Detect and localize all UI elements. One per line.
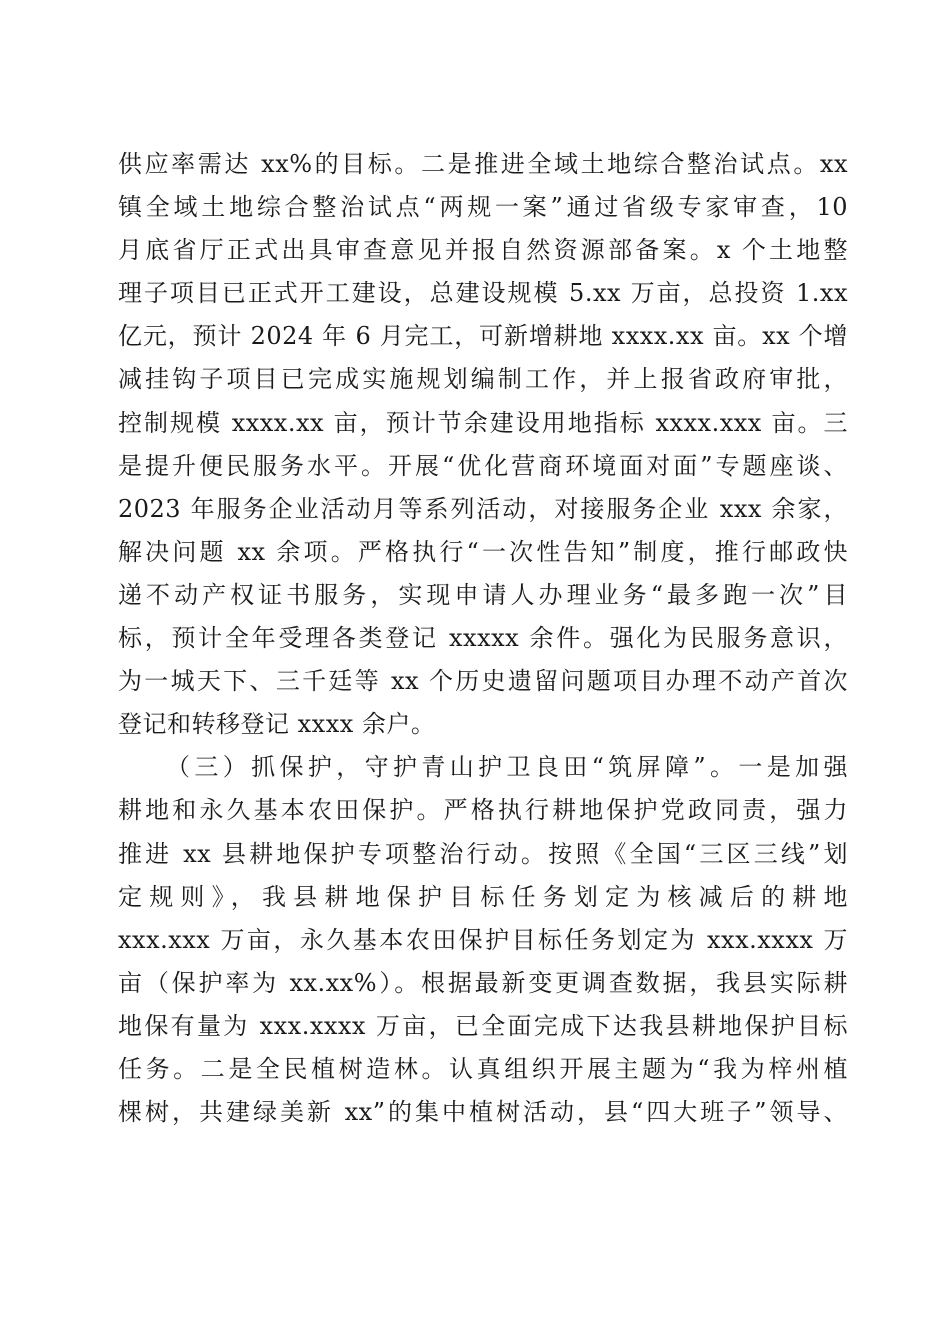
text-line: 2023 年服务企业活动月等系列活动，对接服务企业 xxx 余家， xyxy=(118,494,848,523)
text-line: 是提升便民服务水平。开展“优化营商环境面对面”专题座谈、 xyxy=(118,451,848,480)
text-line: 地保有量为 xxx.xxxx 万亩，已全面完成下达我县耕地保护目标 xyxy=(118,1011,848,1040)
text-line: 任务。二是全民植树造林。认真组织开展主题为“我为梓州植 xyxy=(118,1054,848,1083)
text-line: 为一城天下、三千廷等 xx 个历史遗留问题项目办理不动产首次 xyxy=(118,667,848,696)
text-line: 推进 xx 县耕地保护专项整治行动。按照《全国“三区三线”划 xyxy=(118,839,848,868)
text-line: xxx.xxx 万亩，永久基本农田保护目标任务划定为 xxx.xxxx 万 xyxy=(118,925,848,954)
section-heading-line: （三）抓保护，守护青山护卫良田“筑屏障”。一是加强 xyxy=(166,753,848,782)
text-line: 月底省厅正式出具审查意见并报自然资源部备案。x 个土地整 xyxy=(118,236,848,265)
text-line: 棵树，共建绿美新 xx”的集中植树活动，县“四大班子”领导、 xyxy=(118,1098,848,1127)
text-line: 控制规模 xxxx.xx 亩，预计节余建设用地指标 xxxx.xxx 亩。三 xyxy=(118,408,848,437)
text-line: 解决问题 xx 余项。严格执行“一次性告知”制度，推行邮政快 xyxy=(118,537,848,566)
text-line: 镇全域土地综合整治试点“两规一案”通过省级专家审查，10 xyxy=(118,193,848,222)
text-line: 递不动产权证书服务，实现申请人办理业务“最多跑一次”目 xyxy=(118,580,848,609)
body-text xyxy=(118,143,848,1134)
text-line: 标，预计全年受理各类登记 xxxxx 余件。强化为民服务意识， xyxy=(118,624,848,653)
paragraph-end-line: 登记和转移登记 xxxx 余户。 xyxy=(118,710,436,739)
text-line: 供应率需达 xx%的目标。二是推进全域土地综合整治试点。xx xyxy=(118,150,848,178)
text-line: 减挂钩子项目已完成实施规划编制工作，并上报省政府审批， xyxy=(118,365,848,394)
text-line: 亩（保护率为 xx.xx%）。根据最新变更调查数据，我县实际耕 xyxy=(118,968,848,997)
text-line: 定规则》，我县耕地保护目标任务划定为核减后的耕地 xyxy=(118,882,848,911)
text-line: 耕地和永久基本农田保护。严格执行耕地保护党政同责，强力 xyxy=(118,796,848,825)
text-line: 理子项目已正式开工建设，总建设规模 5.xx 万亩，总投资 1.xx xyxy=(118,279,848,308)
text-line: 亿元，预计 2024 年 6 月完工，可新增耕地 xxxx.xx 亩。xx 个增 xyxy=(118,322,848,351)
